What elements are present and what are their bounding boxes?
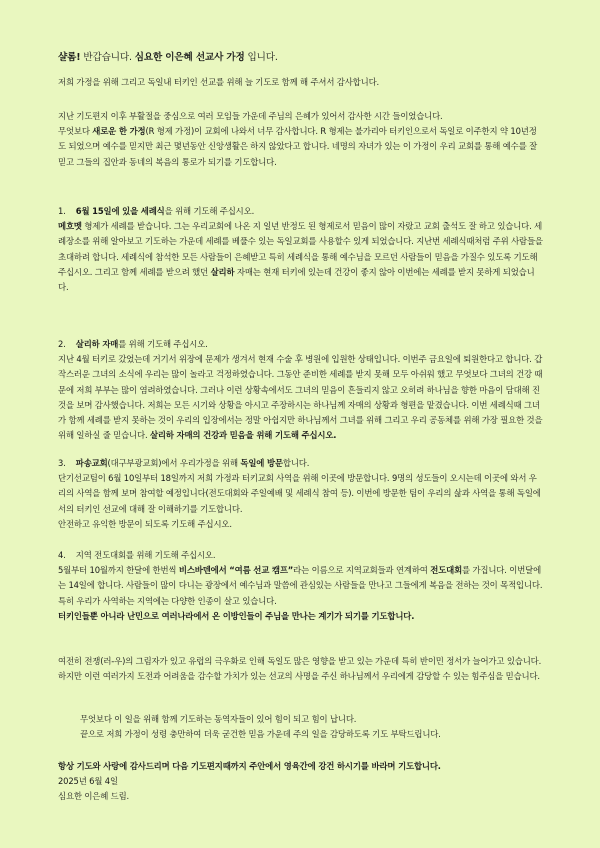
letter-date: 2025년 6월 4일 bbox=[58, 776, 118, 787]
prayer-item-4-heading: 4. 지역 전도대회를 위해 기도해 주십시오. bbox=[58, 550, 216, 560]
prayer-item-1 bbox=[58, 204, 544, 295]
prayer-item-3-body: 단기선교팀이 6월 10일부터 18일까지 저희 가정과 터키교회 사역을 위해 이곳에 방문합니다. 9명의 성도들이 오시는데 이곳에 와서 우리의 사역을 함께 보며 참여할 예정입니다(전도대회와 주일예배 및 세례식 참여 등). 이번에 방문한 팀이 우리의 삶과 사역을 통해 독일에서의 터키인 선교에 대해 잘 이해하기를 기도합니다. bbox=[58, 473, 541, 514]
closing-paragraph: 여전히 전쟁(러-우)의 그림자가 있고 유럽의 극우화로 인해 독일도 많은 영향을 받고 있는 가운데 특히 반이민 정서가 늘어가고 있습니다. 하지만 이런 여러가지 도전과 어려움을 감수할 가치가 있는 선교의 사명을 주신 하나님께서 우리에게 감당할 수 있는 힘주심을 믿습니다. bbox=[58, 656, 542, 682]
prayer-item-2 bbox=[58, 337, 544, 443]
prayer-item-4 bbox=[58, 548, 544, 624]
prayer-item-3 bbox=[58, 456, 544, 532]
signature: 심요한 이은혜 드림. bbox=[58, 791, 130, 802]
final-blessing: 항상 기도와 사랑에 감사드리며 다음 기도편지때까지 주안에서 영육간에 강건 하시기를 바라며 기도합니다. bbox=[58, 761, 441, 771]
prayer-item-4-body: 5월부터 10월까지 한달에 한번씩 비스바덴에서 “여름 선교 캠프”라는 이름으로 지역교회들과 연계하여 전도대회를 가집니다. 이번달에는 14일에 합니다. 사람들이 많이 다니는 광장에서 예수님과 말씀에 관심있는 사람들을 만나고 그들에게 복음을 전하는 것이 목적입니다. 특히 우리가 사역하는 지역에는 다양한 인종이 살고 있습니다. bbox=[58, 565, 543, 606]
prayer-item-1-heading: 1. 6월 15일에 있을 세례식을 위해 기도해 주십시오. bbox=[58, 206, 255, 216]
prayer-item-4-bold-end: 터키인들뿐 아니라 난민으로 여러나라에서 온 이방인들이 주님을 만나는 계기가 되기를 기도합니다. bbox=[58, 610, 415, 621]
final-block bbox=[58, 759, 544, 805]
prayer-item-1-body: 메흐멧 형제가 세례를 받습니다. 그는 우리교회에 나온 지 일년 반정도 된 형제로서 믿음이 많이 자랐고 교회 출석도 잘 하고 있습니다. 세례장소를 위해 알아보고 기도하는 가운데 세례를 베풀수 있는 독일교회를 사용할수 있게 되었습니다. 지난번 세례식때처럼 주위 사람들을 초대하려 합니다. 세례식에 참석한 모든 사람들이 은혜받고 특히 세례식을 통해 예수님을 모르던 사람들이 믿음을 가질수 있도록 기도해 주십시오. 그리고 함께 세례를 받으려 했던 살리하 자매는 현재 터키에 있는데 건강이 좋지 않아 이번에는 세례를 받지 못하게 되었습니다. bbox=[58, 221, 543, 293]
prayer-item-3-heading: 3. 파송교회(대구부광교회)에서 우리가정을 위해 독일에 방문합니다. bbox=[58, 458, 310, 468]
prayer-item-3-last: 안전하고 유익한 방문이 되도록 기도해 주십시오. bbox=[58, 518, 232, 529]
missionary-family-name: 심요한 이은혜 선교사 가정 bbox=[134, 52, 245, 63]
thanks-line: 저희 가정을 위해 그리고 독일내 터키인 선교를 위해 늘 기도로 함께 해 주셔서 감사합니다. bbox=[58, 77, 380, 87]
greeting-shalom: 샬롬! bbox=[58, 52, 81, 63]
prayer-item-2-body: 지난 4월 터키로 갔었는데 거기서 위장에 문제가 생겨서 현재 수술 후 병원에 입원한 상태입니다. 이번주 금요일에 퇴원한다고 합니다. 갑작스러운 그녀의 소식에 우리는 많이 놀라고 걱정하였습니다. 그동안 준비한 세례를 받지 못해 모두 아쉬워 했고 무엇보다 그녀의 건강 때문에 저희 부부는 많이 염려하였습니다. 그러나 이런 상황속에서도 그녀의 믿음이 흔들리지 않고 오히려 하나님을 향한 마음이 담대해 진 것을 보며 감사했습니다. 저희는 모든 시기와 상황을 아시고 주장하시는 하나님께 자매의 상황과 형편을 맡겼습니다. 이번 세례식때 그녀가 함께 세례를 받지 못하는 것이 우리의 입장에서는 정말 아쉽지만 하나님께서 그녀를 위해 그리고 우리 공동체를 위해 가장 필요한 것을 위해 일하실 줄 믿습니다. 살리하 자매의 건강과 믿음을 위해 기도해 주십시오. bbox=[58, 354, 543, 441]
closing-lines: 무엇보다 이 일을 위해 함께 기도하는 동역자들이 있어 힘이 되고 힘이 납니다. 끝으로 저희 가정이 성령 충만하여 더욱 굳건한 믿음 가운데 주의 일을 감당하도록 기도 부탁드립니다. bbox=[80, 714, 441, 740]
prayer-item-2-heading: 2. 살리하 자매를 위해 기도해 주십시오. bbox=[58, 339, 208, 349]
greeting-line: 샬롬! 반갑습니다. 심요한 이은혜 선교사 가정 입니다. bbox=[58, 52, 278, 63]
intro-paragraph: 지난 기도편지 이후 부활절을 중심으로 여러 모임들 가운데 주님의 은혜가 있어서 감사한 시간 들이었습니다. 무엇보다 새로운 한 가정(R 형제 가정)이 교회에 나와서 너무 감사합니다. R 형제는 불가리아 터키인으로서 독일로 이주한지 약 10년정도 되었으며 예수를 믿지만 최근 몇년동안 신앙생활은 하지 않았다고 합니다. 네명의 자녀가 있는 이 가정이 우리 교회를 통해 예수를 잘 믿고 그들의 집안과 동네의 복음의 통로가 되기를 기도합니다. bbox=[58, 111, 538, 167]
